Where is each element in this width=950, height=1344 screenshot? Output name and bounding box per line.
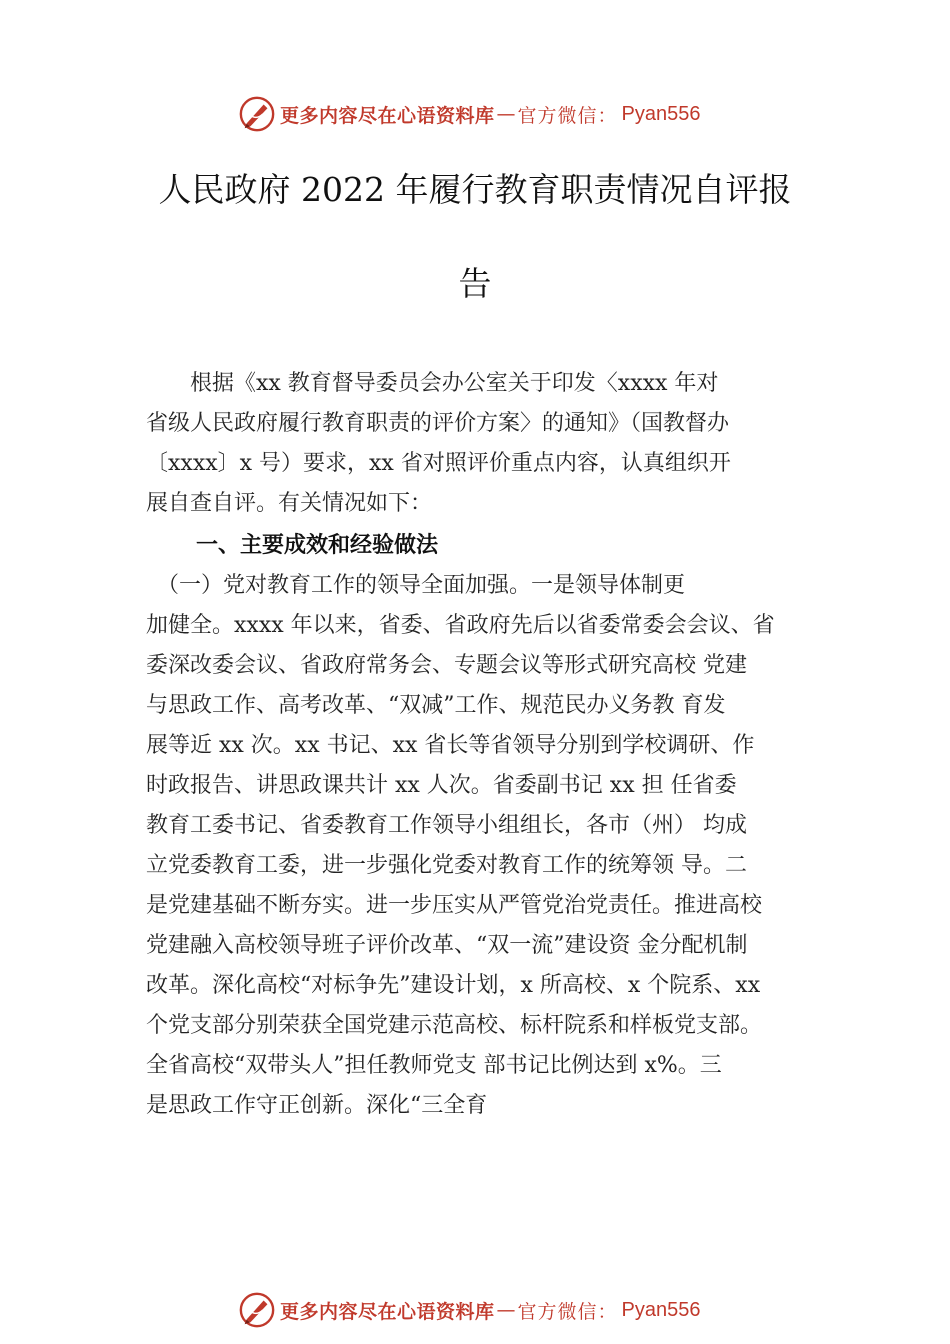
banner-label: 官方微信： (517, 1300, 618, 1323)
text-line: 与思政工作、高考改革、“双减”工作、规范民办义务教 育发 (146, 693, 726, 718)
text-line: 全省高校“双带头人”担任教师党支 部书记比例达到 x%。三 (146, 1053, 722, 1078)
banner-brand: 更多内容尽在心语资料库 (280, 104, 495, 127)
text-line: 展等近 xx 次。xx 书记、xx 省长等省领导分别到学校调研、作 (146, 733, 755, 758)
banner-separator: — (496, 1299, 516, 1321)
document-title-line1: 人民政府 2022 年履行教育职责情况自评报 (158, 170, 792, 209)
section-heading: 一、主要成效和经验做法 (196, 533, 439, 558)
document-title-line2: 告 (458, 264, 492, 303)
header-banner (238, 94, 701, 134)
text-line: 时政报告、讲思政课共计 xx 人次。省委副书记 xx 担 任省委 (146, 773, 737, 798)
text-line: 个党支部分别荣获全国党建示范高校、标杆院系和样板党支部。 (146, 1013, 763, 1038)
body-paragraph (146, 566, 846, 1126)
text-line: 〔xxxx〕x 号）要求，xx 省对照评价重点内容，认真组织开 (146, 451, 731, 476)
text-line: 根据《xx 教育督导委员会办公室关于印发〈xxxx 年对 (146, 371, 719, 396)
text-line: 立党委教育工委，进一步强化党委对教育工作的统筹领 导。二 (146, 853, 747, 878)
pen-logo-icon (238, 95, 276, 133)
text-line: 是思政工作守正创新。深化“三全育 (146, 1093, 488, 1118)
text-line: 加健全。xxxx 年以来，省委、省政府先后以省委常委会会议、省 (146, 613, 775, 638)
banner-brand: 更多内容尽在心语资料库 (280, 1300, 495, 1323)
pen-logo-icon (238, 1291, 276, 1329)
text-line: 展自查自评。有关情况如下： (146, 491, 433, 516)
text-line: 教育工委书记、省委教育工作领导小组组长，各市（州） 均成 (146, 813, 747, 838)
text-line: 是党建基础不断夯实。进一步压实从严管党治党责任。推进高校 (146, 893, 763, 918)
intro-paragraph (146, 364, 846, 524)
text-line: 委深改委会议、省政府常务会、专题会议等形式研究高校 党建 (146, 653, 747, 678)
text-line: 党建融入高校领导班子评价改革、“双一流”建设资 金分配机制 (146, 933, 748, 958)
text-line: 省级人民政府履行教育职责的评价方案〉的通知》（国教督办 (146, 411, 730, 436)
text-line: （一）党对教育工作的领导全面加强。一是领导体制更 (146, 573, 686, 598)
banner-label: 官方微信： (517, 104, 618, 127)
text-line: 改革。深化高校“对标争先”建设计划，x 所高校、x 个院系、xx (146, 973, 761, 998)
banner-wechat-id: Pyan556 (621, 102, 701, 125)
footer-banner (238, 1290, 701, 1330)
banner-wechat-id: Pyan556 (621, 1298, 701, 1321)
banner-separator: — (496, 103, 516, 125)
